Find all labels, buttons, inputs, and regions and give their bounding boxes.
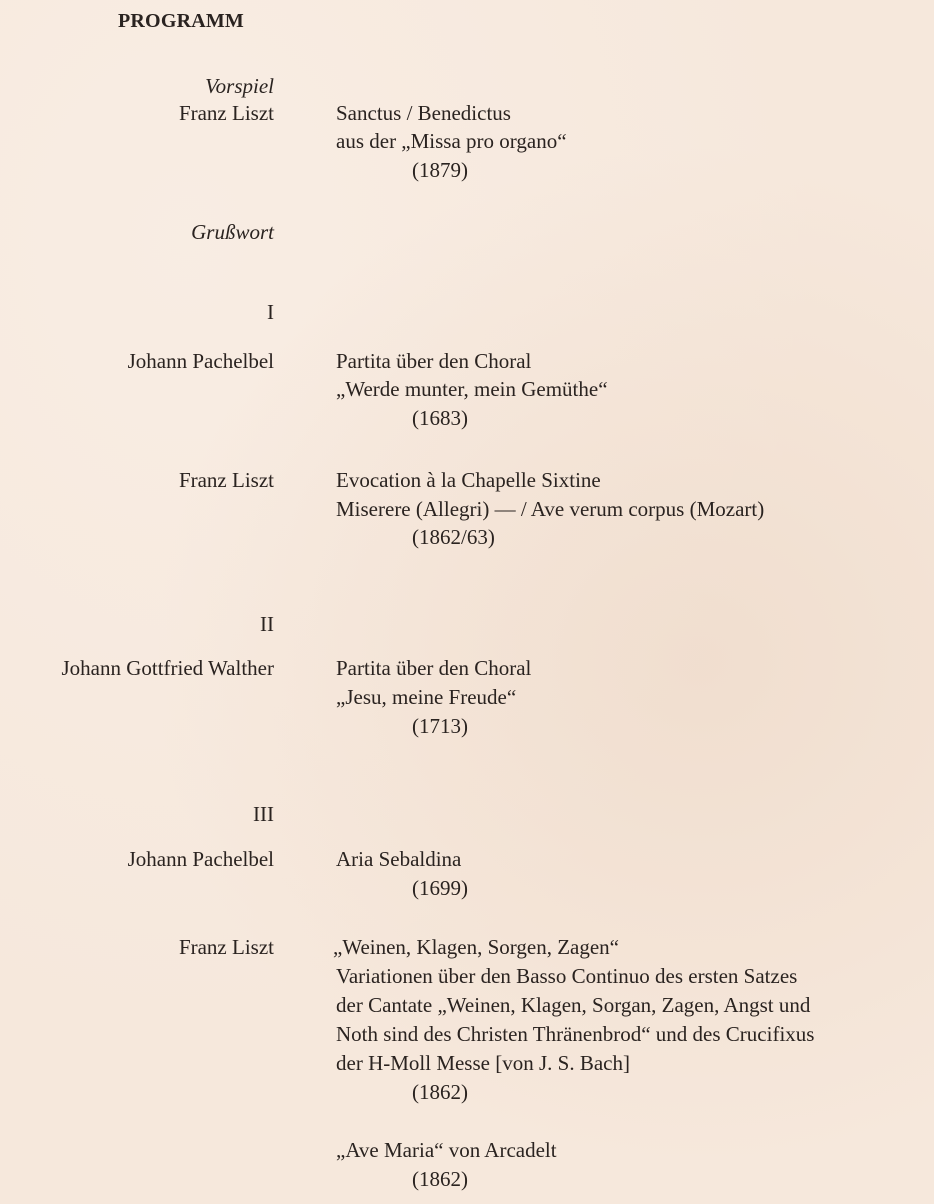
piece-title-line: „Weinen, Klagen, Sorgen, Zagen“ <box>333 935 619 959</box>
section-numeral-3: III <box>253 802 274 826</box>
piece-title-line: „Ave Maria“ von Arcadelt <box>336 1138 557 1162</box>
piece-title-line: Miserere (Allegri) — / Ave verum corpus (Mozart) <box>336 497 765 521</box>
vorspiel-subtitle: aus der „Missa pro organo“ <box>336 129 567 153</box>
piece-composer: Johann Gottfried Walther <box>61 656 274 680</box>
piece-title-line: „Jesu, meine Freude“ <box>336 685 517 709</box>
piece-year: (1683) <box>412 406 468 430</box>
piece-composer: Johann Pachelbel <box>127 349 274 373</box>
piece-title-line: Variationen über den Basso Continuo des ersten Satzes <box>336 964 798 988</box>
section-numeral-2: II <box>260 612 274 636</box>
piece-title-line: der H-Moll Messe [von J. S. Bach] <box>336 1051 630 1075</box>
vorspiel-year: (1879) <box>412 158 468 182</box>
piece-year: (1713) <box>412 714 468 738</box>
piece-year: (1862/63) <box>412 525 495 549</box>
piece-title-line: Noth sind des Christen Thränenbrod“ und des Crucifixus <box>336 1022 815 1046</box>
vorspiel-title: Sanctus / Benedictus <box>336 101 511 125</box>
program-heading: PROGRAMM <box>118 10 245 32</box>
piece-composer: Franz Liszt <box>178 935 274 959</box>
piece-year: (1862) <box>412 1080 468 1104</box>
piece-title-line: „Werde munter, mein Gemüthe“ <box>336 377 608 401</box>
piece-year: (1862) <box>412 1167 468 1191</box>
grusswort-label: Grußwort <box>191 220 274 244</box>
piece-composer: Franz Liszt <box>178 468 274 492</box>
piece-title-line: Aria Sebaldina <box>336 847 462 871</box>
vorspiel-composer: Franz Liszt <box>178 101 274 125</box>
piece-title-line: der Cantate „Weinen, Klagen, Sorgan, Zagen, Angst und <box>336 993 811 1017</box>
piece-title-line: Partita über den Choral <box>336 656 532 680</box>
piece-year: (1699) <box>412 876 468 900</box>
piece-composer: Johann Pachelbel <box>127 847 274 871</box>
piece-title-line: Evocation à la Chapelle Sixtine <box>336 468 601 492</box>
section-numeral-1: I <box>267 300 274 324</box>
piece-title-line: Partita über den Choral <box>336 349 532 373</box>
vorspiel-label: Vorspiel <box>205 74 274 98</box>
